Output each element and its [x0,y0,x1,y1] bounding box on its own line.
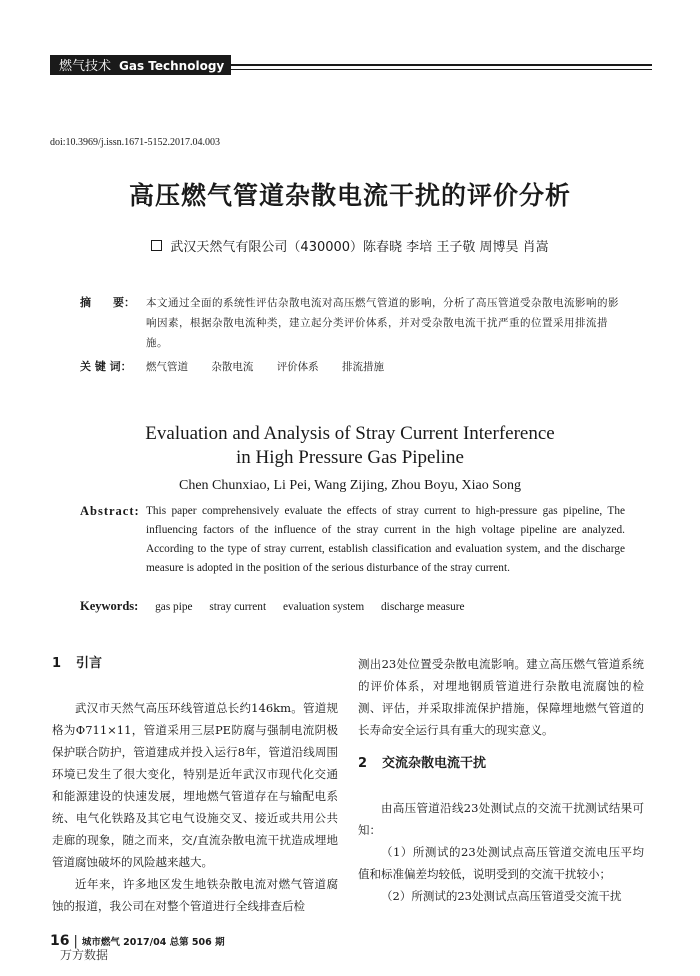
keyword-en: stray current [209,601,267,613]
section-title: 引言 [76,656,103,671]
authors-en: Chen Chunxiao, Li Pei, Wang Zijing, Zhou Boyu, Xiao Song [179,478,521,493]
section-title: 交流杂散电流干扰 [382,756,487,771]
keywords-cn-label: 关 键 词： [80,360,132,373]
body-column-left [52,653,338,917]
section-heading [52,653,338,675]
keyword-en: evaluation system [282,601,365,613]
list-item: （2）所测试的23处测试点高压管道受交流干扰 [381,889,622,903]
authors-cn-text: 武汉天然气有限公司（430000）陈春晓 李培 王子敬 周博昊 肖嵩 [170,240,549,255]
watermark: 万方数据 [60,948,109,962]
abstract-cn-text: 本文通过全面的系统性评估杂散电流对高压燃气管道的影响，分析了高压管道受杂散电流影响的影响因素，根据杂散电流种类，建立起分类评价体系，并对受杂散电流干扰严重的位置采用排流措施。 [146,297,619,349]
keyword-en: gas pipe [155,601,193,613]
paragraph: 武汉市天然气高压环线管道总长约146km。管道规格为Φ711×11，管道采用三层PE防腐与强制电流阴极保护联合防护，管道建成并投入运行8年，管道沿线周围环境已发生了很大变化，特别是近年武汉市现代化交通和能源建设的快速发展，埋地燃气管道存在与输配电系统、电气化铁路及其它电气设施交叉、接近或共用公共走廊的现象，随之而来，交/直流杂散电流干扰造成埋地管道腐蚀破坏的风险越来越大。 [52,701,338,869]
title-en-line1: Evaluation and Analysis of Stray Current Interference [145,423,555,444]
title-en [0,422,700,470]
paragraph: 近年来，许多地区发生地铁杂散电流对燃气管道腐蚀的报道，我公司在对整个管道进行全线排查后检 [52,877,338,913]
paragraph: 测出23处位置受杂散电流影响。建立高压燃气管道系统的评价体系，对埋地钢质管道进行杂散电流腐蚀的检测、评估，并采取排流保护措施，保障埋地燃气管道的长寿命安全运行具有重大的现实意义。 [358,657,644,737]
keywords-en [80,599,640,614]
body-column-right [358,653,644,907]
keyword-cn: 评价体系 [276,361,319,373]
section-heading [358,753,644,775]
doi: doi:10.3969/j.issn.1671-5152.2017.04.003 [50,137,221,148]
page-number: 16 [50,933,70,949]
journal-info: 城市燃气 2017/04 总第 506 期 [81,937,225,948]
abstract-cn-label: 摘 要： [80,296,135,309]
keyword-cn: 燃气管道 [146,361,188,373]
keyword-en: discharge measure [381,601,465,613]
square-bullet-icon [151,240,162,251]
abstract-en-label: Abstract: [80,504,140,518]
keyword-cn: 排流措施 [342,361,385,373]
list-item: （1）所测试的23处测试点高压管道交流电压平均值和标准偏差均较低，说明受到的交流干扰较小； [358,845,644,881]
section-number: 1 [52,656,62,671]
abstract-en [80,502,625,578]
abstract-en-text: This paper comprehensively evaluate the effects of stray current to high-pressure gas pipeline, The influencing factors of the influence of the stray current in the high voltage pipeline are analyzed. According to the type of stray current, establish classification and evaluation system, and the discharge measure is adopted in the position of the serious disturbance of the stray current. [146,505,625,574]
column-label-cn: 燃气技术 [59,59,112,74]
title-cn: 高压燃气管道杂散电流干扰的评价分析 [128,181,571,210]
abstract-cn [80,293,625,353]
keywords-en-label: Keywords: [80,599,139,613]
keyword-cn: 杂散电流 [211,361,254,373]
title-en-line2: in High Pressure Gas Pipeline [236,447,464,468]
keywords-cn [80,357,625,377]
footer-separator: | [73,934,78,949]
column-label-en: Gas Technology [119,59,225,73]
paragraph: 由高压管道沿线23处测试点的交流干扰测试结果可知： [358,801,644,837]
section-number: 2 [358,756,368,771]
column-label-box [50,55,231,75]
authors-cn [0,236,700,255]
column-header [50,52,652,76]
